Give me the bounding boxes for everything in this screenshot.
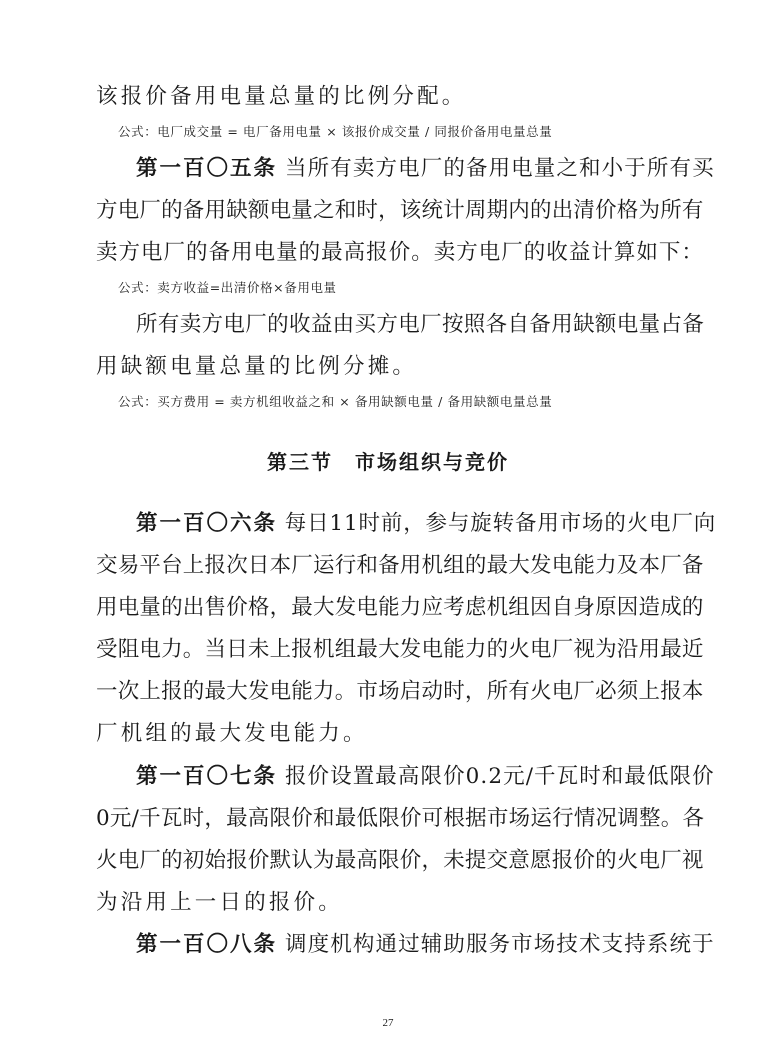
text-line: 火电厂的初始报价默认为最高限价，未提交意愿报价的火电厂视	[96, 848, 704, 873]
text-line: 所有卖方电厂的收益由买方电厂按照各自备用缺额电量占备	[136, 312, 705, 337]
article-107-line	[136, 762, 715, 792]
article-106-title: 第一百〇六条	[136, 511, 278, 536]
text-line: 用缺额电量总量的比例分摊。	[96, 354, 418, 379]
article-107-text: 报价设置最高限价0.2元/千瓦时和最低限价	[284, 764, 715, 789]
text-line: 受阻电力。当日未上报机组最大发电能力的火电厂视为沿用最近	[96, 637, 704, 662]
text-line: 0元/千瓦时，最高限价和最低限价可根据市场运行情况调整。各	[96, 806, 705, 831]
article-105-title: 第一百〇五条	[136, 156, 278, 181]
formula-line: 公式：电厂成交量 = 电厂备用电量 × 该报价成交量 / 同报价备用电量总量	[118, 124, 553, 139]
text-line: 交易平台上报次日本厂运行和备用机组的最大发电能力及本厂备	[96, 553, 704, 578]
article-107-title: 第一百〇七条	[136, 764, 278, 789]
section-number: 第三节	[267, 450, 333, 474]
section-title: 市场组织与竞价	[355, 450, 509, 474]
page-number: 27	[382, 1017, 394, 1029]
text-line: 为沿用上一日的报价。	[96, 890, 344, 915]
text-line: 该报价备用电量总量的比例分配。	[96, 84, 467, 109]
article-108-title: 第一百〇八条	[136, 932, 278, 957]
article-106-text: 每日11时前，参与旋转备用市场的火电厂向	[284, 511, 717, 536]
text-line: 一次上报的最大发电能力。市场启动时，所有火电厂必须上报本	[96, 679, 704, 704]
formula-line: 公式：买方费用 = 卖方机组收益之和 × 备用缺额电量 / 备用缺额电量总量	[118, 394, 553, 409]
formula-line: 公式：卖方收益=出清价格×备用电量	[118, 280, 337, 295]
text-line: 卖方电厂的备用电量的最高报价。卖方电厂的收益计算如下：	[96, 240, 704, 265]
article-108-text: 调度机构通过辅助服务市场技术支持系统于	[284, 932, 715, 957]
text-line: 用电量的出售价格，最大发电能力应考虑机组因自身原因造成的	[96, 595, 704, 620]
article-105-line	[136, 154, 715, 184]
text-line: 方电厂的备用缺额电量之和时，该统计周期内的出清价格为所有	[96, 198, 704, 223]
text-line: 厂机组的最大发电能力。	[96, 721, 368, 746]
article-105-text: 当所有卖方电厂的备用电量之和小于所有买	[284, 156, 715, 181]
section-heading	[0, 447, 776, 477]
article-106-line	[136, 509, 716, 539]
article-108-line	[136, 930, 715, 960]
